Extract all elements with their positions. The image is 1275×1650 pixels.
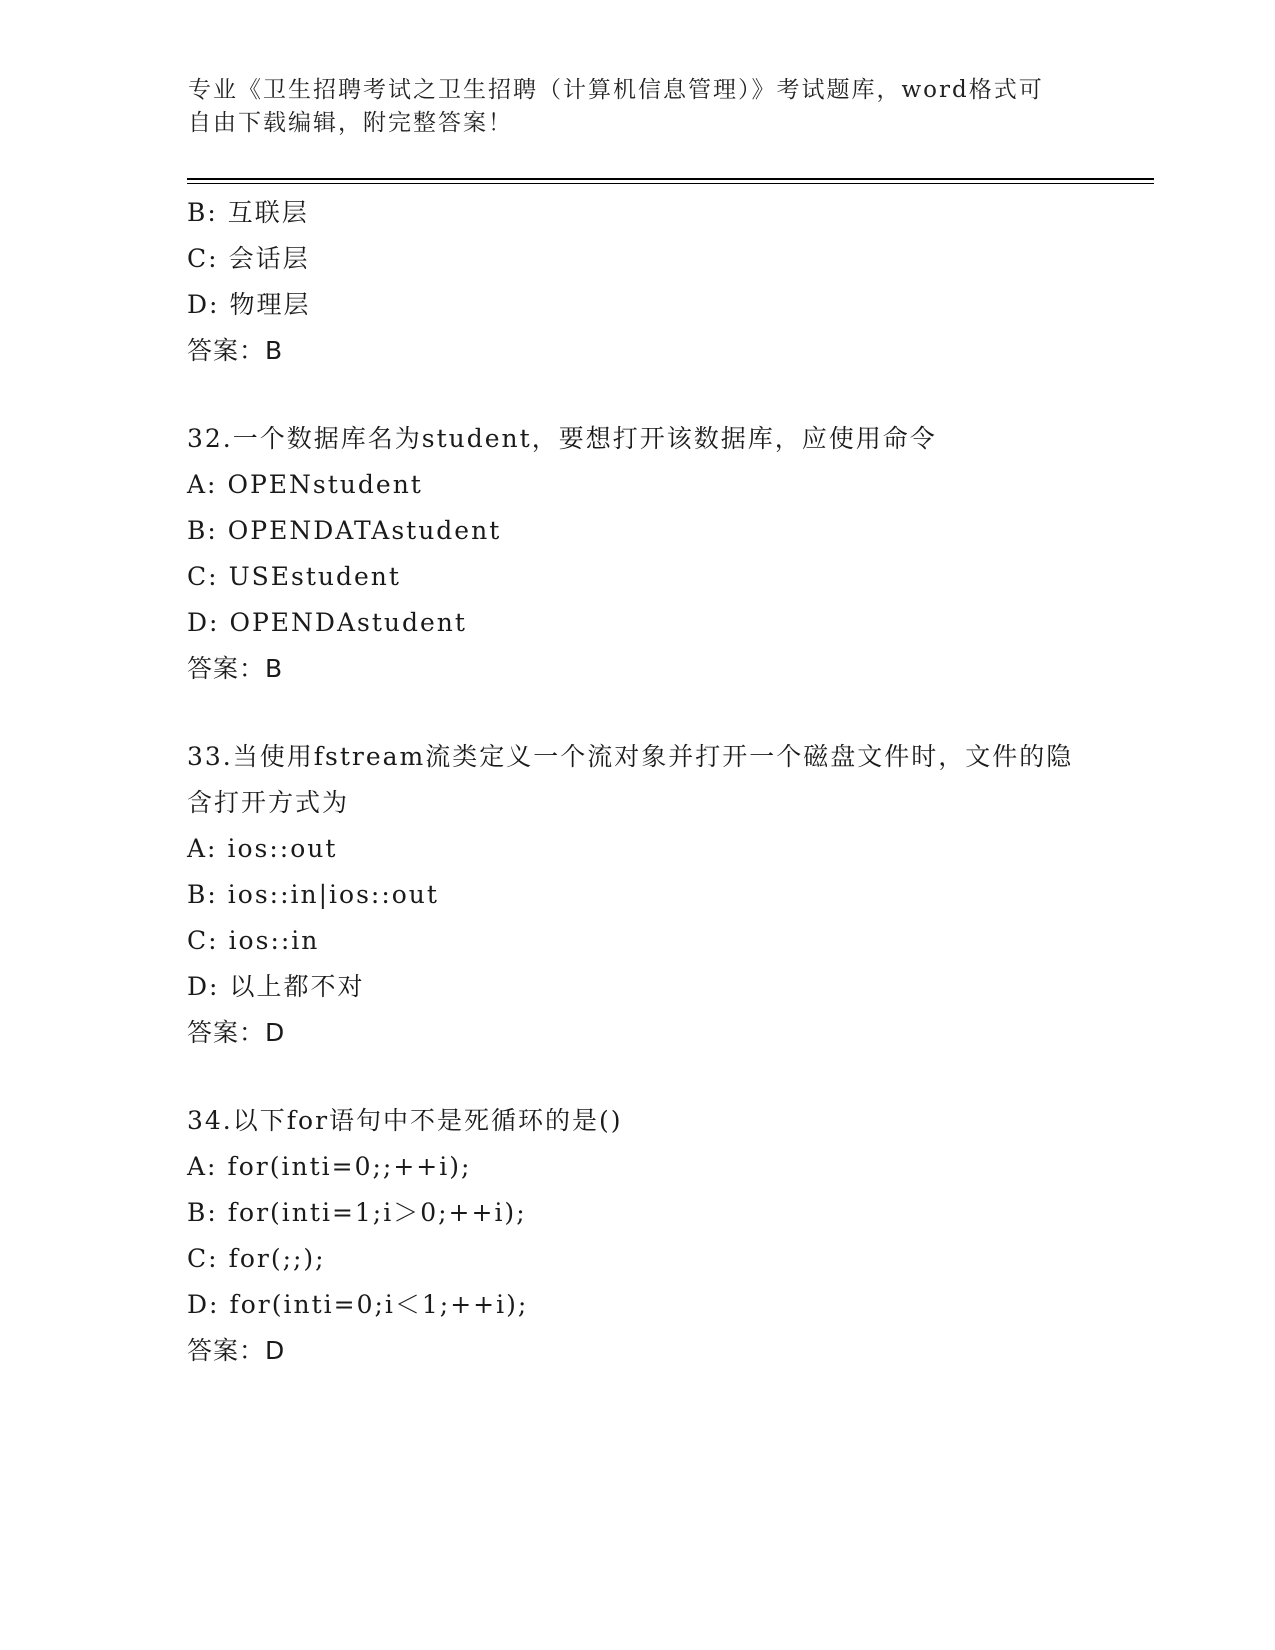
option-b: B: OPENDATAstudent (187, 516, 502, 545)
option-c: C: for(;;); (187, 1244, 326, 1273)
option-c: C: 会话层 (187, 244, 310, 273)
question-text: 当使用fstream流类定义一个流对象并打开一个磁盘文件时，文件的隐含打开方式为 (187, 742, 1074, 817)
question-32 (187, 416, 1087, 692)
option-d: D: for(inti=0;i＜1;++i); (187, 1290, 529, 1319)
answer-line: 答案：B (187, 654, 284, 683)
document-header (188, 74, 1068, 140)
option-c: C: ios::in (187, 926, 320, 955)
question-33 (187, 734, 1087, 1056)
question-stem (187, 416, 1087, 462)
question-text: 一个数据库名为student，要想打开该数据库，应使用命令 (232, 424, 937, 453)
option-b: B: 互联层 (187, 198, 309, 227)
option-a: A: OPENstudent (187, 470, 423, 499)
option-c: C: USEstudent (187, 562, 401, 591)
answer-line: 答案：D (187, 1336, 286, 1365)
previous-question-block (187, 190, 1087, 374)
question-list (187, 190, 1087, 1374)
option-b: B: for(inti=1;i＞0;++i); (187, 1198, 527, 1227)
header-rule-thin (187, 183, 1154, 184)
option-b: B: ios::in|ios::out (187, 880, 439, 909)
option-a: A: ios::out (187, 834, 338, 863)
question-stem (187, 734, 1087, 826)
option-d: D: 以上都不对 (187, 972, 365, 1001)
option-d: D: OPENDAstudent (187, 608, 467, 637)
answer-line: 答案：B (187, 336, 284, 365)
header-rule-thick (187, 178, 1154, 180)
option-a: A: for(inti=0;;++i); (187, 1152, 472, 1181)
question-stem (187, 1098, 1087, 1144)
header-text: 专业《卫生招聘考试之卫生招聘（计算机信息管理）》考试题库，word格式可自由下载编辑，附完整答案！ (188, 77, 1044, 136)
question-number: 34. (187, 1106, 233, 1135)
question-number: 33. (187, 742, 233, 771)
option-d: D: 物理层 (187, 290, 311, 319)
question-number: 32. (187, 424, 233, 453)
question-text: 以下for语句中不是死循环的是() (232, 1106, 623, 1135)
answer-line: 答案：D (187, 1018, 286, 1047)
question-34 (187, 1098, 1087, 1374)
